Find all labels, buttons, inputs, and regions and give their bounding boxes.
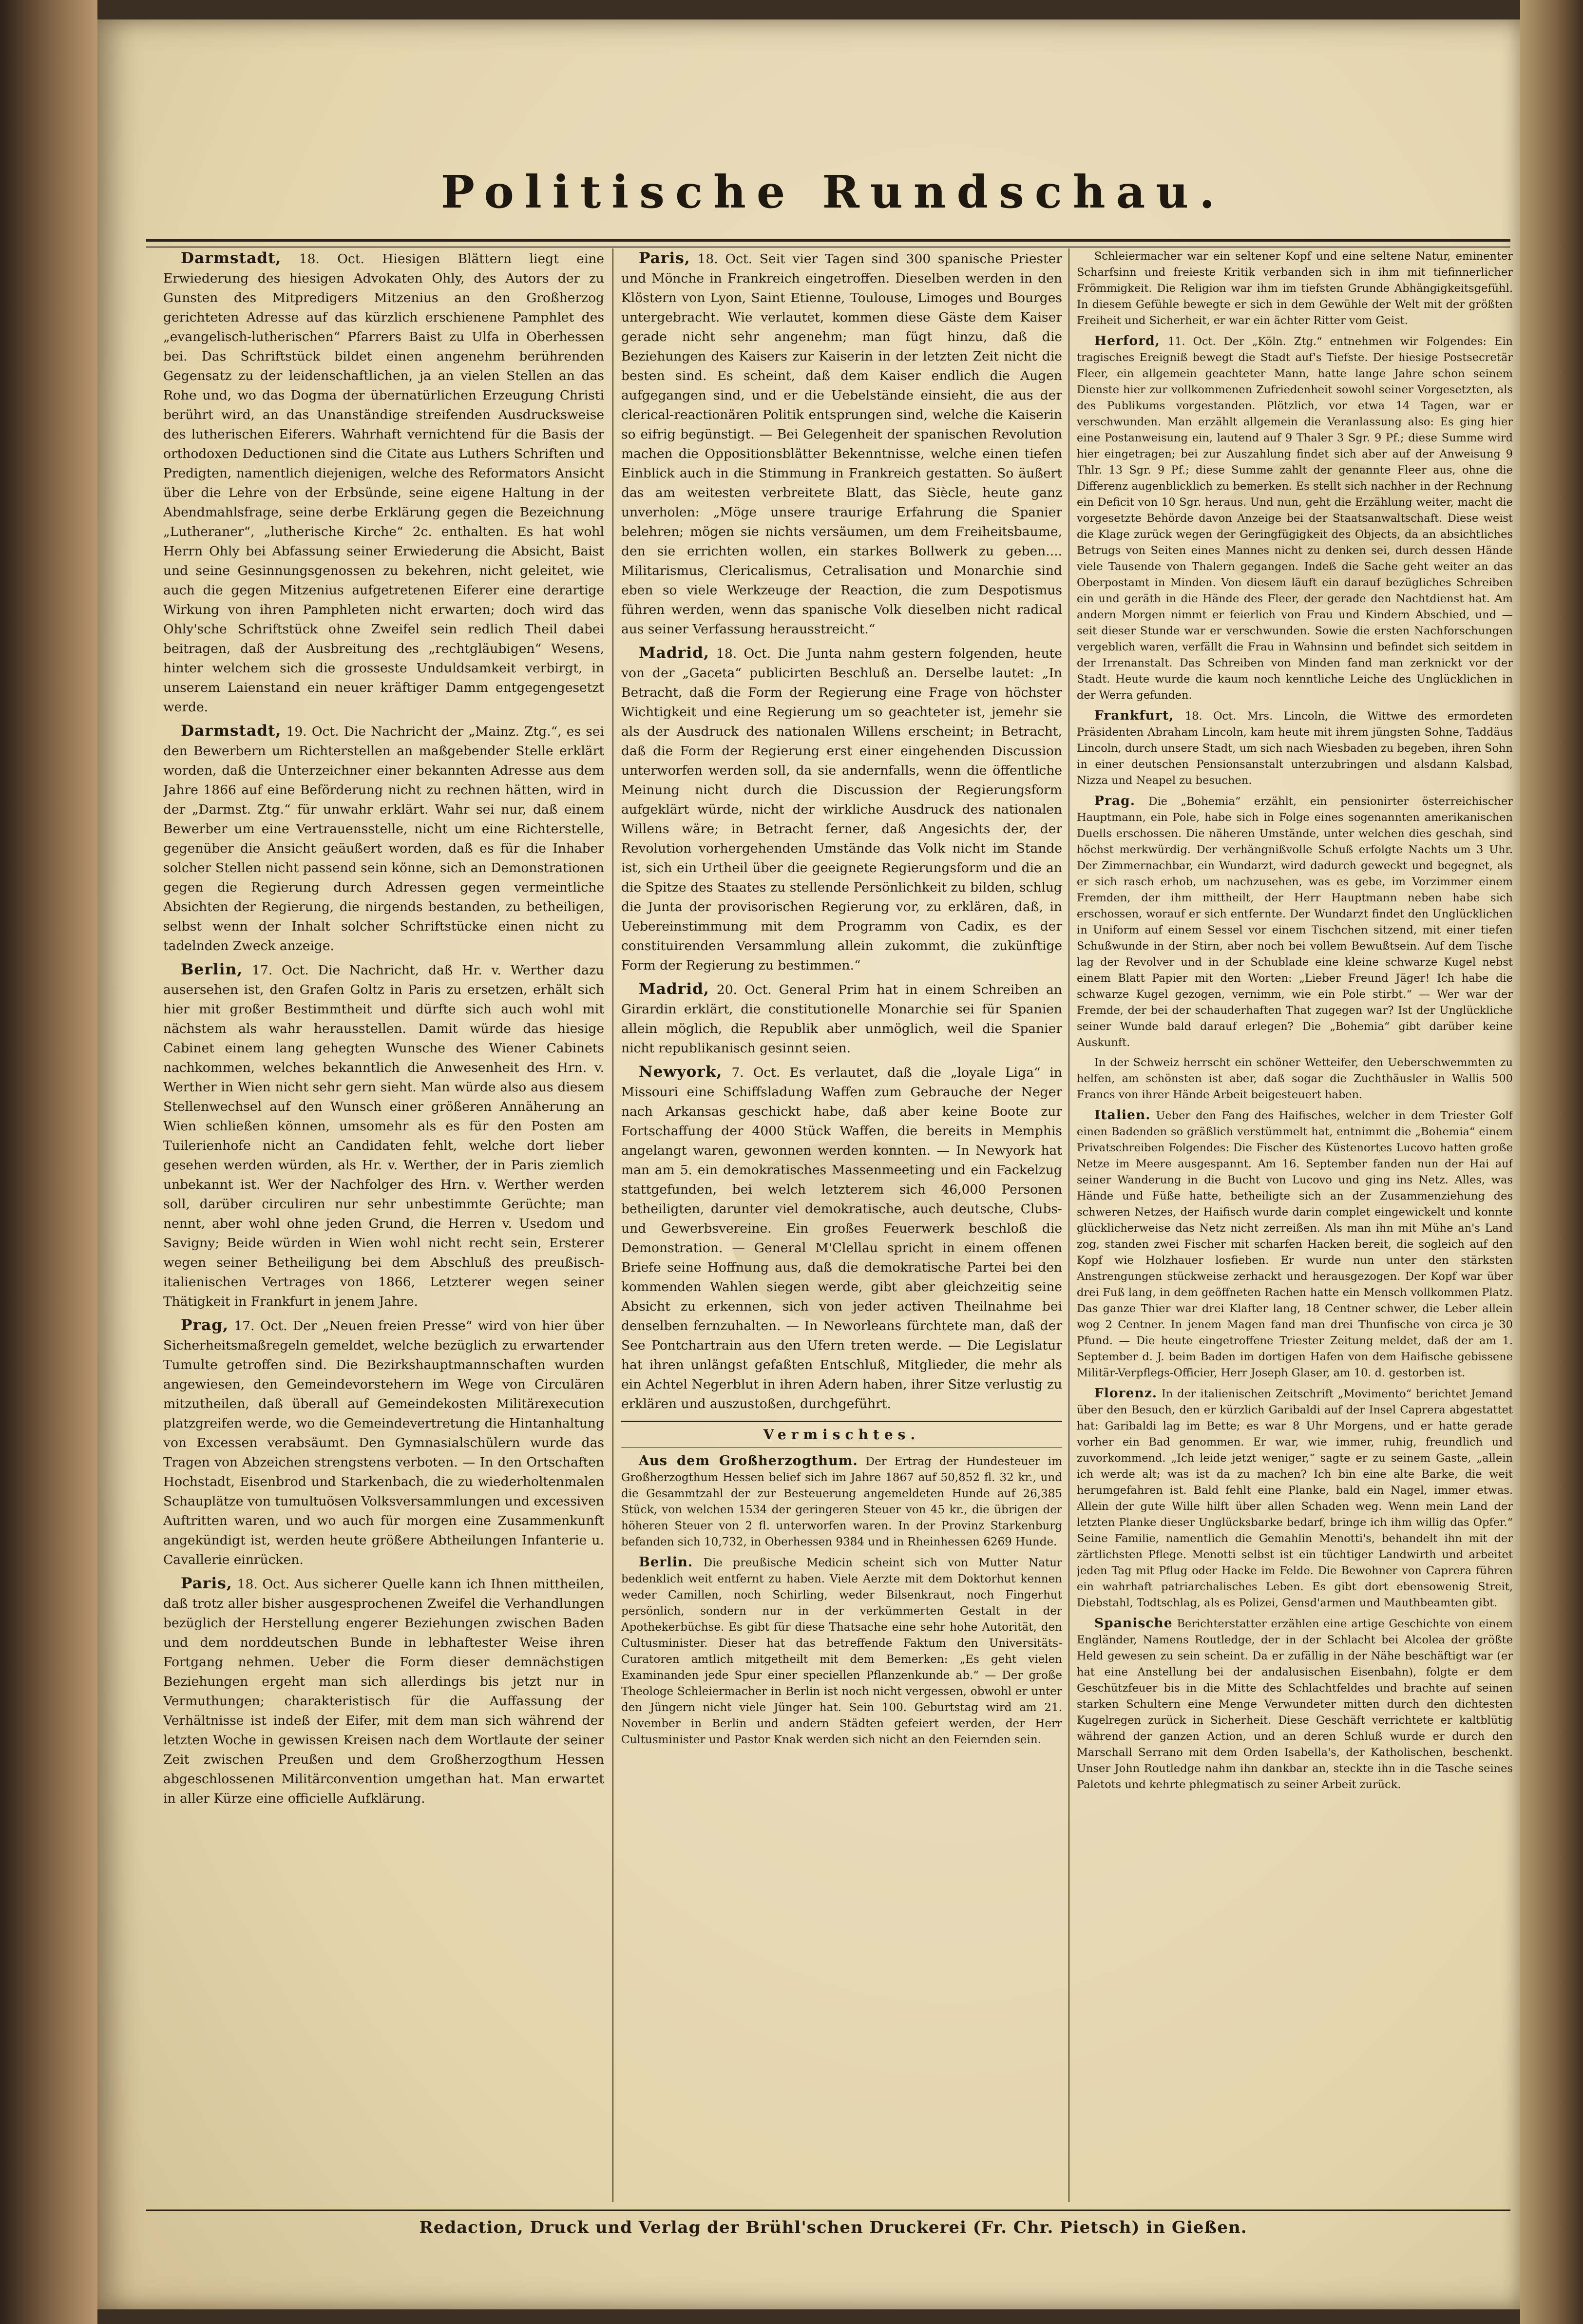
article-date: 17. Oct. <box>252 963 309 978</box>
article-text: Aus sicherer Quelle kann ich Ihnen mittheilen, daß trotz aller bisher ausgesprochenen Zweifel die Verhandlungen bezüglich der Herstellung engerer Beziehungen zwischen Baden und dem norddeutschen Bunde in lebhaftester Weise ihren Fortgang nehmen. Ueber die Form dieser demnächstigen Beziehungen ergeht man sich allerdings bis jetzt nur in Vermuthungen; charakteristisch für die Auffassung der Verhältnisse ist indeß der Eifer, mit dem man sich während der letzten Woche in gewissen Kreisen nach dem Wortlaute der seiner Zeit zwischen Preußen und dem Großherzogthum Hessen abgeschlossenen Militärconvention umgethan hat. Man erwartet in aller Kürze eine officielle Aufklärung. <box>163 1577 604 1806</box>
article <box>163 1574 604 1809</box>
vermischtes-heading: Vermischtes. <box>621 1421 1062 1448</box>
footer-rule <box>146 2210 1510 2211</box>
article <box>621 1062 1062 1414</box>
article <box>1077 1615 1513 1793</box>
article-place: Darmstadt, <box>181 722 282 740</box>
article <box>621 643 1062 975</box>
article <box>163 721 604 956</box>
article-text: Die preußische Medicin scheint sich von Mutter Natur bedenklich weit entfernt zu haben. Viele Aerzte mit dem Doktorhut kennen weder Camillen, noch Schirling, weder Bilsenkraut, noch Fingerhut persönlich, sondern nur in der verkümmerten Gestalt in der Apothekerbüchse. Es gibt für diese Thatsache eine sehr hohe Autorität, den Cultusminister. Dieser hat das betreffende Faktum den Universitäts-Curatoren amtlich mitgetheilt mit dem Bemerken: „Es geht vielen Examinanden jede Spur einer speciellen Pflanzenkunde ab.“ — Der große Theologe Schleiermacher in Berlin ist noch nicht vergessen, obwohl er unter den Jüngern nicht viele Jünger hat. Sein 100. Geburtstag wird am 21. November in Berlin und andern Städten gefeiert werden, der Herr Cultusminister und Pastor Knak werden sich nicht an den Feiernden sein. <box>621 1557 1062 1746</box>
article-date: 7. Oct. <box>731 1065 781 1080</box>
section-title: Politische Rundschau. <box>440 166 1226 218</box>
book-binding <box>0 0 97 2324</box>
article-place: Darmstadt, <box>181 249 282 267</box>
column-1 <box>163 248 604 2202</box>
article-date: 18. Oct. <box>1184 710 1237 723</box>
column-2 <box>621 248 1062 2202</box>
article <box>163 248 604 717</box>
article-place: Florenz. <box>1094 1386 1158 1401</box>
article-date: 19. Oct. <box>286 724 339 739</box>
article-place: Spanische <box>1094 1616 1173 1631</box>
article <box>621 1554 1062 1748</box>
article <box>163 960 604 1312</box>
article-date: 20. Oct. <box>716 982 772 997</box>
article <box>621 248 1062 639</box>
article-text: General Prim hat in einem Schreiben an Girardin erklärt, die constitutionelle Monarchie sei für Spanien allein möglich, die Republik aber unmöglich, weil die Spanier nicht republikanisch gesinnt seien. <box>621 982 1062 1056</box>
article-date: 18. Oct. <box>299 251 364 267</box>
article <box>163 1315 604 1570</box>
column-divider <box>612 248 613 2202</box>
article <box>1077 1107 1513 1381</box>
article-date: 11. Oct. <box>1167 335 1216 348</box>
article-text: Die Nachricht der „Mainz. Ztg.“, es sei den Bewerbern um Richterstellen an maßgebender Stelle erklärt worden, daß die Unterzeichner einer bekannten Adresse aus dem Jahre 1866 auf eine Beförderung nicht zu rechnen hätten, wird in der „Darmst. Ztg.“ für unwahr erklärt. Wahr sei nur, daß einem Bewerber um eine Vertrauensstelle, nicht um eine Richterstelle, gegenüber die Ansicht geäußert worden, daß es für die Inhaber solcher Stellen nicht passend sein könne, sich an Demonstrationen gegen die Regierung durch Adressen gegen vermeintliche Absichten der Regierung, die nirgends bestanden, zu betheiligen, selbst wenn der Inhalt solcher Schriftstücke einen nicht zu tadelnden Zweck anzeige. <box>163 724 604 953</box>
column-3 <box>1077 248 1513 2202</box>
column-divider <box>1068 248 1069 2202</box>
article-place: Paris, <box>181 1575 232 1592</box>
article-place: Madrid, <box>639 644 709 662</box>
article <box>1077 707 1513 789</box>
article-text: Der „Köln. Ztg.“ entnehmen wir Folgendes: Ein tragisches Ereigniß bewegt die Stadt auf's Tiefste. Der hiesige Postsecretär Fleer, ein allgemein geachteter Mann, hatte lange Jahre schon seinem Dienste hier zur vollkommenen Zufriedenheit sowohl seiner Vorgesetzten, als des Publikums vorgestanden. Plötzlich, vor etwa 14 Tagen, war er verschwunden. Man erzählt allgemein die Veranlassung also: Es ging hier eine Postanweisung ein, lautend auf 9 Thaler 3 Sgr. 9 Pf.; diese Summe wird hier eingetragen; bei zur Auszahlung findet sich aber auf der Anweisung 9 Thlr. 13 Sgr. 9 Pf.; diese Summe zahlt der genannte Fleer aus, ohne die Differenz augenblicklich zu bemerken. Es stellt sich nachher in der Rechnung ein Deficit von 10 Sgr. heraus. Und nun, geht die Erzählung weiter, macht die vorgesetzte Behörde davon Anzeige bei der Staatsanwaltschaft. Diese weist die Klage zurück wegen der Geringfügigkeit des Objects, da an absichtliches Betrugs von Seiten eines Mannes nicht zu denken sei, durch dessen Hände viele Tausende von Thalern gegangen. Indeß die Sache geht weiter an das Oberpostamt in Minden. Von diesem läuft ein darauf bezügliches Schreiben ein und geräth in die Hände des Fleer, der gerade den Nachtdienst hat. Am andern Morgen nimmt er feierlich von Frau und Kindern Abschied, und — seit dieser Stunde war er verschwunden. Sowie die ersten Nachforschungen vergeblich waren, verfällt die Frau in Wahnsinn und befindet sich seitdem in der Irrenanstalt. Das Schreiben von Minden fand man zerknickt vor der Stadt. Heute wurde die kaum noch kenntliche Leiche des Unglücklichen in der Werra gefunden. <box>1077 335 1513 702</box>
article-place: Italien. <box>1094 1107 1151 1123</box>
article-place: Frankfurt, <box>1094 708 1174 723</box>
article <box>621 979 1062 1058</box>
title-rule-thin <box>146 247 1510 248</box>
article-text: In der Schweiz herrscht ein schöner Wetteifer, den Ueberschwemmten zu helfen, am schönsten ist aber, daß sogar die Zuchthäusler in Wallis 500 Francs von ihrer Hände Arbeit beigesteuert haben. <box>1077 1056 1513 1101</box>
article-date: 18. Oct. <box>716 646 771 661</box>
imprint-footer: Redaction, Druck und Verlag der Brühl'schen Druckerei (Fr. Chr. Pietsch) in Gießen. <box>419 2218 1247 2237</box>
article-text: Die Nachricht, daß Hr. v. Werther dazu ausersehen ist, den Grafen Goltz in Paris zu ersetzen, erhält sich hier mit großer Bestimmtheit und dürfte sich auch wohl mit nächstem als wahr herausstellen. Damit würde das hiesige Cabinet einem lang gehegten Wunsche des Wiener Cabinets nachkommen, welches bekanntlich die Anwesenheit des Hrn. v. Werther in Wien nicht sehr gern sieht. Man würde also aus diesem Stellenwechsel auf den Wunsch einer größeren Annäherung an Wien schließen können, umsomehr als es für den Posten am Tuilerienhofe nicht an Candidaten fehlt, welche dort lieber gesehen werden würden, als Hr. v. Werther, der in Paris ziemlich unbekannt ist. Wer der Nachfolger des Hrn. v. Werther werden soll, darüber circuliren nur sehr unbestimmte Gerüchte; man nennt, aber wohl ohne jeden Grund, die Herren v. Usedom und Savigny; Beide würden in Wien wohl nicht recht sein, Ersterer wegen seiner Betheiligung bei dem Abschluß des preußisch-italienischen Vertrages von 1866, Letzterer wegen seiner Thätigkeit in Frankfurt in jenem Jahre. <box>163 963 604 1309</box>
article-text: Die „Bohemia“ erzählt, ein pensionirter österreichischer Hauptmann, ein Pole, habe sich in Folge eines sogenannten amerikanischen Duells erschossen. Die näheren Umstände, unter welchen dies geschah, sind höchst merkwürdig. Der verhängnißvolle Schuß erfolgte Nachts um 3 Uhr. Der Zimmernachbar, ein Wundarzt, wird dadurch geweckt und begegnet, als er sich rasch erhob, um nachzusehen, was es gebe, im Vorzimmer einem Fremden, der ihm mittheilt, der Herr Hauptmann neben habe sich erschossen, worauf er sich entfernte. Der Wundarzt findet den Unglücklichen in Uniform auf einem Sessel vor einem Tischchen sitzend, mit einer tiefen Schußwunde in der Stirn, aber noch bei vollem Bewußtsein. Auf dem Tische lag der Revolver und in der Schublade eine kleine schwarze Kugel nebst einem Blatt Papier mit den Worten: „Lieber Freund Jäger! Ich habe die schwarze Kugel gezogen, vernimm, wie ein Pole stirbt.“ — Wer war der Fremde, der bei der schauderhaften That zugegen war? Ist der Unglückliche seiner Wunde bald darauf erlegen? Die „Bohemia“ gibt darüber keine Auskunft. <box>1077 795 1513 1049</box>
article-text: Es verlautet, daß die „loyale Liga“ in Missouri eine Schiffsladung Waffen zum Gebrauche der Neger nach Arkansas geschickt habe, daß aber keine Boote zur Fortschaffung der 4000 Stück Waffen, die bereits in Memphis angelangt waren, gewonnen werden konnten. — In Newyork hat man am 5. ein demokratisches Massenmeeting und ein Fackelzug stattgefunden, bei welch letzterem sich 46,000 Personen betheiligten, darunter viel demokratische, auch deutsche, Clubs- und Gewerbsvereine. Ein großes Feuerwerk beschloß die Demonstration. — General M'Clellau spricht in einem offenen Briefe seine Hoffnung aus, daß die demokratische Partei bei den kommenden Wahlen siegen werde, gibt aber gleichzeitig seine Absicht zu erkennen, sich von jeder activen Theilnahme bei denselben fernzuhalten. — In Neworleans fürchtete man, daß der See Pontchartrain aus den Ufern treten werde. — Die Legislatur hat ihren unlängst gefaßten Entschluß, Mitglieder, die mehr als ein Achtel Negerblut in ihren Adern haben, ihrer Sitze verlustig zu erklären und auszustoßen, durchgeführt. <box>621 1065 1062 1411</box>
article-date: 18. Oct. <box>237 1577 290 1592</box>
article <box>1077 333 1513 704</box>
article-place: Paris, <box>639 249 690 267</box>
page-edge <box>1520 0 1583 2324</box>
article-place: Madrid, <box>639 980 709 998</box>
article-place: Prag, <box>181 1316 229 1334</box>
article-place: Newyork, <box>639 1063 723 1081</box>
article-text: Die Junta nahm gestern folgenden, heute von der „Gaceta“ publicirten Beschluß an. Derselbe lautet: „In Betracht, daß die Form der Regierung eine Frage von höchster Wichtigkeit und eine Regierung um so geachteter ist, jemehr sie als der Ausdruck des nationalen Willens erscheint; in Betracht, daß die Form der Regierung erst einer eingehenden Discussion unterworfen werden soll, da sie andernfalls, wenn die öffentliche Meinung nicht durch die Discussion der Regierungsform aufgeklärt würde, nicht der wirkliche Ausdruck des nationalen Willens wäre; in Betracht ferner, daß Angesichts der, der Revolution vorhergehenden Umstände das Volk nicht im Stande ist, sich ein Urtheil über die geeignete Regierungsform und die an die Spitze des Staates zu stellende Persönlichkeit zu bilden, schlug die Junta der provisorischen Regierung vor, zu erklären, daß, in Uebereinstimmung mit dem Programm von Cadix, es der constituirenden Versammlung allein zukommt, die zukünftige Form der Regierung zu bestimmen.“ <box>621 646 1062 973</box>
article-date: 18. Oct. <box>697 251 753 267</box>
article-text: In der italienischen Zeitschrift „Movimento“ berichtet Jemand über den Besuch, den er kürzlich Garibaldi auf der Insel Caprera abgestattet hat: Garibaldi lag im Bette; es war 8 Uhr Morgens, und er hatte gerade vorher ein Bad genommen. Er war, wie immer, ruhig, freundlich und zuvorkommend. „Ich leide jetzt weniger,“ sagte er zu seinem Gaste, „allein ich werde alt; was ist da zu machen? Ich bin eine alte Barke, die weit herumgefahren ist. Bald fehlt eine Planke, bald ein Nagel, immer etwas. Allein der gute Wille hilft über allen Schaden weg. Wenn mein Land der letzten Planke dieser Unglücksbarke bedarf, bringe ich ihm willig das Opfer.“ Seine Familie, namentlich die Gemahlin Menotti's, behandelt ihn mit der zärtlichsten Pflege. Menotti selbst ist ein tüchtiger Landwirth und arbeitet jeden Tag mit Pflug oder Hacke im Felde. Die Bewohner von Caprera führen ein wahrhaft patriarchalisches Leben. Es gibt dort ebensowenig Streit, Diebstahl, Todtschlag, als es Polizei, Gensd'armen und Mauthbeamten gibt. <box>1077 1388 1513 1609</box>
title-rule <box>146 239 1510 242</box>
article-text: Ueber den Fang des Haifisches, welcher in dem Triester Golf einen Badenden so gräßlich verstümmelt hat, entnimmt die „Bohemia“ einem Privatschreiben Folgendes: Die Fischer des Küstenortes Lucovo hatten große Netze im Meere ausgespannt. Am 16. September fanden nun der Hai auf seiner Wanderung in die Bucht von Lucovo und ging ins Netz. Alles, was Hände und Füße hatte, betheiligte sich an der Zusammenziehung des schweren Netzes, der Haifisch wurde darin complet eingewickelt und konnte glücklicherweise das Netz nicht zerreißen. Als man ihn mit Mühe an's Land zog, standen zwei Fischer mit scharfen Hacken bereit, die sogleich auf den Kopf wie Holzhauer losfieben. Er wurde nun unter den stärksten Anstrengungen stückweise zerhackt und herausgezogen. Der Kopf war über drei Fuß lang, in dem geöffneten Rachen hatte ein Mensch vollkommen Platz. Das ganze Thier war drei Klafter lang, 18 Centner schwer, die Leber allein wog 2 Centner. In jenem Magen fand man drei Thunfische von circa je 30 Pfund. — Die heute eingetroffene Triester Zeitung meldet, daß der am 1. September d. J. beim Baden im dortigen Hafen von dem Haifische gebissene Militär-Verpflegs-Officier, Herr Joseph Glaser, am 10. d. gestorben ist. <box>1077 1109 1513 1379</box>
article-text: Seit vier Tagen sind 300 spanische Priester und Mönche in Frankreich eingetroffen. Dieselben werden in den Klöstern von Lyon, Saint Etienne, Toulouse, Limoges und Bourges untergebracht. Wie verlautet, kommen diese Gäste dem Kaiser gerade nicht sehr angenehm; man fügt hinzu, daß die Beziehungen des Kaisers zur Kaiserin in der letzten Zeit nicht die besten sind. Es scheint, daß dem Kaiser endlich die Augen aufgegangen sind, und er die Uebelstände einsieht, die aus der clerical-reactionären Politik entsprungen sind, welche die Kaiserin so eifrig begünstigt. — Bei Gelegenheit der spanischen Revolution machen die Oppositionsblätter Bekenntnisse, welche einen tiefen Einblick auch in die Stimmung in Frankreich gestatten. So äußert das am weitesten verbreitete Blatt, das Siècle, heute ganz unverholen: „Möge unsere traurige Erfahrung die Spanier belehren; mögen sie nichts versäumen, um dem Freiheitsbaume, den sie errichten wollen, ein starkes Bollwerk zu geben.... Militarismus, Clericalismus, Cetralisation und Monarchie sind eben so viele Werkzeuge der Reaction, die zum Despotismus führen werden, wenn das spanische Volk dieselben nicht radical aus seiner Verfassung herausstreicht.“ <box>621 251 1062 637</box>
article <box>1077 248 1513 329</box>
article-text: Hiesigen Blättern liegt eine Erwiederung des hiesigen Advokaten Ohly, des Autors der zu Gunsten des Mitpredigers Mitzenius an den Großherzog gerichteten Adresse auf das kürzlich erschienene Pamphlet des „evangelisch-lutherischen“ Pfarrers Baist zu Ulfa in Oberhessen bei. Das Schriftstück bildet einen angenehm berührenden Gegensatz zu der leidenschaftlichen, ja an vielen Stellen an das Rohe und, wo das Dogma der übernatürlichen Erzeugung Christi berührt wird, an das Unanständige streifenden Ausdrucksweise des lutherischen Eiferers. Wahrhaft vernichtend für die Basis der orthodoxen Deductionen sind die Citate aus Luthers Schriften und Predigten, namentlich diejenigen, welche des Reformators Ansicht über die Lehre von der Erbsünde, seine eigene Haltung in der Abendmahlsfrage, seine derbe Erklärung gegen die Bezeichnung „Lutheraner“, „lutherische Kirche“ 2c. enthalten. Es hat wohl Herrn Ohly bei Abfassung seiner Erwiederung die Absicht, Baist und seine Gesinnungsgenossen zu bekehren, nicht geleitet, wie auch die gegen Mitzenius aufgetretenen Eiferer eine derartige Wirkung von ihren Pamphleten nicht erwarten; doch wird das Ohly'sche Schriftstück ohne Zweifel sein redlich Theil dabei beitragen, daß der Ausbreitung des „rechtgläubigen“ Wesens, hinter welchem sich die grosseste Unduldsamkeit verbirgt, in unserem Laienstand ein neuer kräftiger Damm entgegengesetzt werde. <box>163 251 604 715</box>
article-text: Berichterstatter erzählen eine artige Geschichte von einem Engländer, Namens Routledge, der in der Schlacht bei Alcolea der größte Held gewesen zu sein scheint. Da er zufällig in der Nähe beschäftigt war (er hat eine Anstellung bei der andalusischen Eisenbahn), folgte er dem Geschützfeuer bis in die Mitte des Schlachtfeldes und brachte auf seinen starken Schultern eine Menge Verwundeter mitten durch den dichtesten Kugelregen zurück in Sicherheit. Diese Geschäft verrichtete er kaltblütig während der ganzen Action, und an deren Schluß wurde er durch den Marschall Serrano mit dem Orden Isabella's, der Katholischen, beschenkt. Unser John Routledge nahm ihn dankbar an, steckte ihn in die Tasche seines Paletots und kehrte phlegmatisch zu seiner Arbeit zurück. <box>1077 1618 1513 1791</box>
article-place: Prag. <box>1094 793 1135 808</box>
article-date: 17. Oct. <box>234 1318 287 1333</box>
article-place: Aus dem Großherzogthum. <box>639 1453 858 1468</box>
article-place: Berlin. <box>639 1555 693 1570</box>
newspaper-page <box>97 19 1520 2309</box>
article <box>1077 1385 1513 1611</box>
article-text: Der „Neuen freien Presse“ wird von hier über Sicherheitsmaßregeln gemeldet, welche bezüglich zu erwartender Tumulte getroffen sind. Die Bezirkshauptmannschaften wurden angewiesen, den Gemeindevorstehern im Wege von Circulären mitzutheilen, daß überall auf Gemeindekosten Militärexecution platzgreifen werde, wo die Gemeindevertretung die Hintanhaltung von Excessen verabsäumt. Den Gymnasialschülern wurde das Tragen von Abzeichen strengstens verboten. — In den Ortschaften Hochstadt, Eisenbrod und Starkenbach, die zu wiederholtenmalen Schauplätze von tumultuösen Volksversammlungen und excessiven Auftritten waren, und wo auch für morgen eine Zusammenkunft angekündigt ist, werden heute größere Abtheilungen Infanterie u. Cavallerie einrücken. <box>163 1318 604 1567</box>
article <box>1077 793 1513 1051</box>
article-place: Berlin, <box>181 961 243 978</box>
article-place: Herford, <box>1094 333 1160 348</box>
article <box>1077 1055 1513 1103</box>
article-text: Mrs. Lincoln, die Wittwe des ermordeten Präsidenten Abraham Lincoln, kam heute mit ihrem jüngsten Sohne, Taddäus Lincoln, durch unsere Stadt, um sich nach Wiesbaden zu begeben, ihren Sohn in einer deutschen Pensionsanstalt unterzubringen und alsdann Kalsbad, Nizza und Neapel zu besuchen. <box>1077 710 1513 787</box>
article-text: Schleiermacher war ein seltener Kopf und eine seltene Natur, eminenter Scharfsinn und freieste Kritik verbanden sich in ihm mit tiefinnerlicher Frömmigkeit. Die Religion war ihm im tiefsten Grunde Abhängigkeitsgefühl. In diesem Gefühle bewegte er sich in dem Gewühle der Welt mit der größten Freiheit und Sicherheit, er war ein ächter Ritter vom Geist. <box>1077 250 1513 327</box>
article-text: Der Ertrag der Hundesteuer im Großherzogthum Hessen belief sich im Jahre 1867 auf 50,852 fl. 32 kr., und die Gesammtzahl der zur Besteuerung angemeldeten Hunde auf 26,385 Stück, von welchen 1534 der geringeren Steuer von 45 kr., die übrigen der höheren Steuer von 2 fl. unterworfen waren. In der Provinz Starkenburg befanden sich 10,732, in Oberhessen 9384 und in Rheinhessen 6269 Hunde. <box>621 1455 1062 1548</box>
article <box>621 1453 1062 1550</box>
